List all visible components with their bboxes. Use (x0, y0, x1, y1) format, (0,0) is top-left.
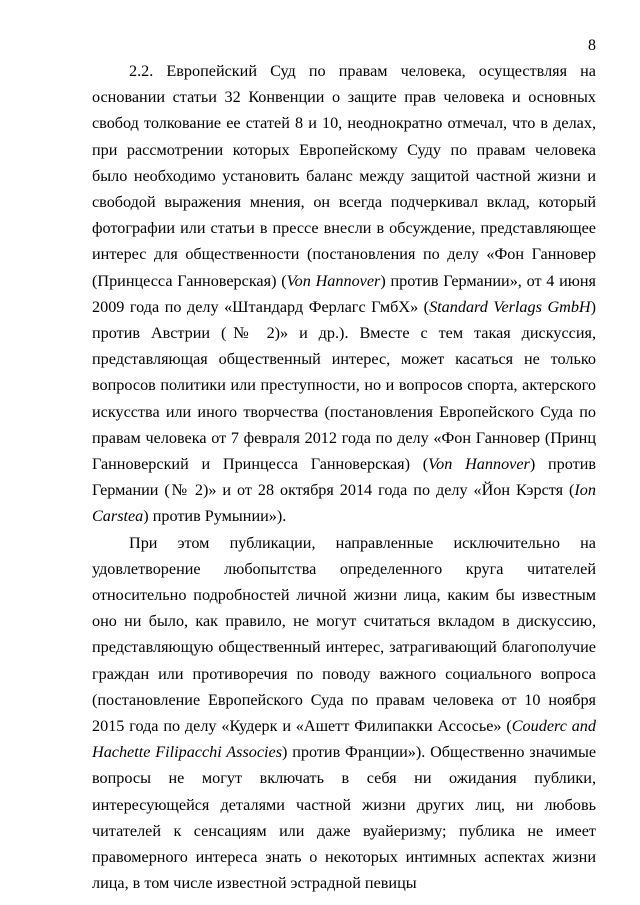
case-name-italic: Ion Carstea (92, 481, 596, 526)
page-number: 8 (588, 37, 596, 54)
case-name-italic: Couderc and Hachette Filipacchi Associes (92, 717, 596, 762)
text-segment: 2.2. Европейский Суд по правам человека, осуществляя на основании статьи 32 Конвенции о защите прав человека и основных свобод толкование ее статей 8 и 10, неоднократно отмечал, что в делах, при рассмотрении которых Европейскому Суду по правам человека было необходимо установить баланс между защитой частной жизни и свободой выражения мнения, он всегда подчеркивал вклад, который фотографии или статьи в прессе внесли в обсуждение, представляющее интерес для общественности (постановления по делу «Фон Ганновер (Принцесса Ганноверская) ( (92, 62, 596, 290)
text-segment: ) против Германии (№ 2)» и от 28 октября 2014 года по делу «Йон Кэрстя ( (92, 455, 597, 500)
text-segment: ) против Австрии (№ 2)» и др.). Вместе с тем такая дискуссия, представляющая общественный интерес, может касаться не только вопросов политики или преступности, но и вопросов спорта, актерского искусства или иного творчества (постановления Европейского Суда по правам человека от 7 февраля 2012 года по делу «Фон Ганновер (Принц Ганноверский и Принцесса Ганноверская) ( (92, 297, 596, 474)
text-segment: При этом публикации, направленные исключительно на удовлетворение любопытства определенного круга читателей относительно подробностей личной жизни лица, каким бы известным оно ни было, как правило, не могут считаться вкладом в дискуссию, представляющую общественный интерес, затрагивающий благополучие граждан или противоречия по поводу важного социального вопроса (постановление Европейского Суда по правам человека от 10 ноября 2015 года по делу «Кудерк и «Ашетт Филипакки Ассосье» ( (92, 533, 596, 736)
case-name-italic: Von Hannover (286, 271, 381, 290)
body-text (92, 58, 596, 897)
case-name-italic: Von Hannover (428, 455, 530, 474)
text-segment: ) против Франции»). Общественно значимые вопросы не могут включать в себя ни ожидания публики, интересующейся деталями частной жизни других лиц, ни любовь читателей к сенсациям или даже вуайеризму; публика не имеет правомерного интереса знать о некоторых интимных аспектах жизни лица, в том числе известной эстрадной певицы (92, 743, 596, 893)
paragraph-publications (92, 530, 596, 897)
text-segment: ) против Германии», от 4 июня 2009 года по делу «Штандард Ферлагс ГмбХ» ( (92, 271, 596, 316)
text-segment: ) против Румынии»). (143, 507, 287, 526)
case-name-italic: Standard Verlags GmbH (429, 297, 591, 316)
paragraph-2-2 (92, 58, 596, 530)
